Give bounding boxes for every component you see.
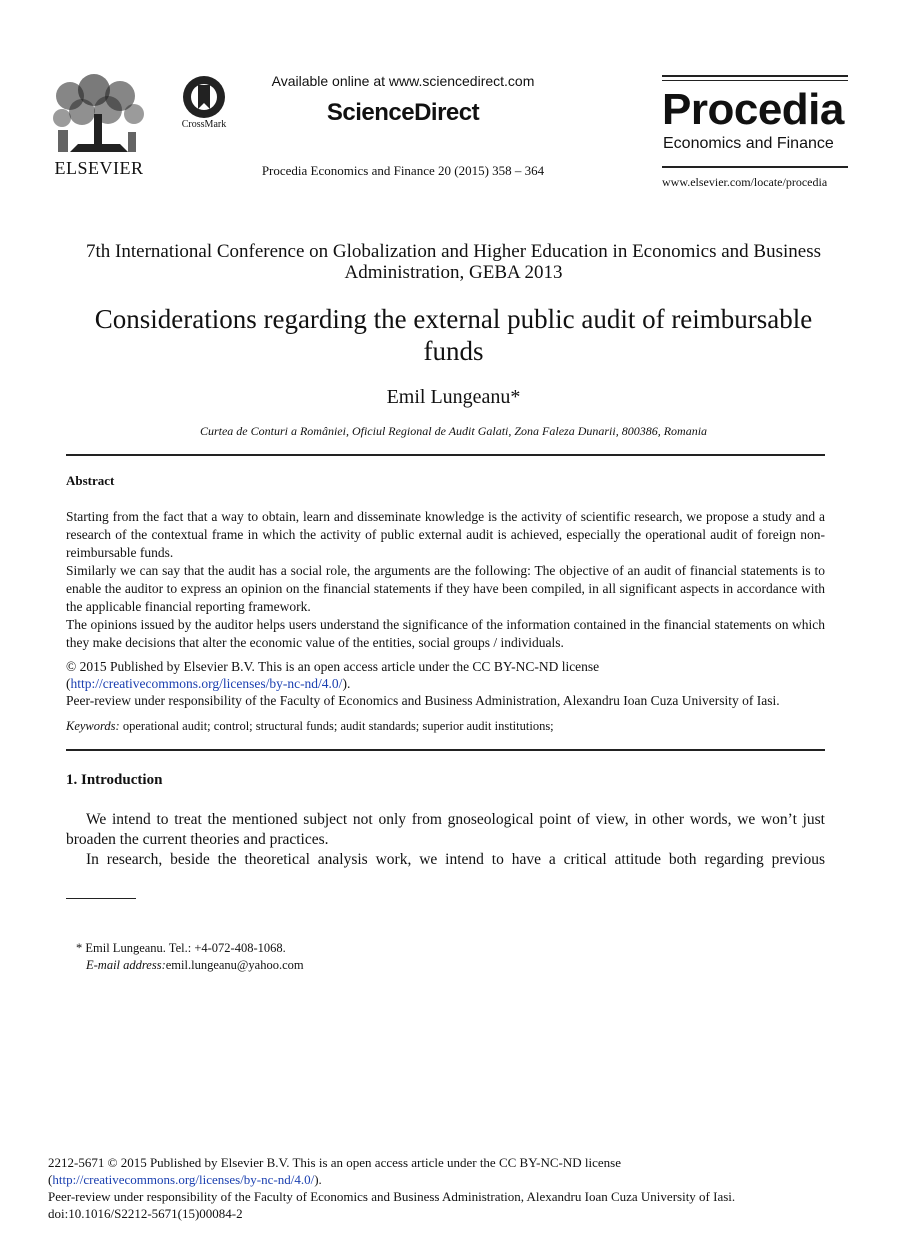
email-label: E-mail address: [86, 958, 166, 972]
peer-review-line: Peer-review under responsibility of the Faculty of Economics and Business Administration, Alexandru Ioan Cuza University of Iasi. [66, 693, 780, 708]
abstract-paragraph: The opinions issued by the auditor helps users understand the significance of the information contained in the financial statements on which they make decisions that alter the economic value of the entities, social groups / individuals. [66, 617, 825, 650]
author-affiliation: Curtea de Conturi a României, Oficiul Regional de Audit Galati, Zona Faleza Dunarii, 800386, Romania [199, 424, 708, 438]
footer-issn-line: 2212-5671 © 2015 Published by Elsevier B.V. This is an open access article under the CC BY-NC-ND license [48, 1155, 622, 1170]
procedia-top-rule-1 [662, 75, 848, 77]
elsevier-tree-icon [50, 74, 148, 158]
keywords-label: Keywords: [66, 719, 120, 733]
license-close: ). [342, 676, 351, 691]
footer-doi[interactable]: doi:10.1016/S2212-5671(15)00084-2 [48, 1206, 243, 1221]
crossmark-logo[interactable] [175, 75, 233, 133]
introduction-paragraph-2: In research, beside the theoretical analysis work, we intend to have a critical attitude both regarding previous [86, 851, 825, 868]
license-open: ( [66, 676, 71, 691]
footnote-rule [66, 898, 136, 899]
abstract-copyright [66, 658, 825, 709]
procedia-top-rule-2 [662, 80, 848, 81]
paper-title: Considerations regarding the external public audit of reimbursable funds [94, 304, 813, 366]
journal-citation: Procedia Economics and Finance 20 (2015) 358 – 364 [261, 163, 545, 178]
available-online[interactable]: Available online at www.sciencedirect.com [271, 73, 535, 89]
page-footer [48, 1154, 848, 1222]
procedia-bottom-rule [662, 166, 848, 168]
procedia-url[interactable]: www.elsevier.com/locate/procedia [662, 175, 828, 189]
abstract-heading: Abstract [66, 473, 115, 488]
elsevier-wordmark: ELSEVIER [54, 158, 144, 178]
footer-license-line [48, 1171, 848, 1188]
keywords-line [66, 719, 825, 734]
license-line [66, 675, 825, 692]
keywords-text: operational audit; control; structural funds; audit standards; superior audit institutions; [122, 719, 554, 733]
rule-above-abstract [66, 454, 825, 456]
footer-license-close: ). [314, 1172, 322, 1187]
rule-below-abstract [66, 749, 825, 751]
crossmark-icon [181, 75, 227, 119]
procedia-subtitle: Economics and Finance [663, 135, 834, 152]
introduction-paragraph-1: We intend to treat the mentioned subject not only from gnoseological point of view, in other words, we won’t just broaden the current theories and practices. [66, 811, 825, 848]
author-name: Emil Lungeanu* [386, 386, 521, 408]
license-link[interactable]: http://creativecommons.org/licenses/by-nc-nd/4.0/ [70, 676, 343, 691]
procedia-title: Procedia [662, 85, 844, 134]
footer-license-open: ( [48, 1172, 53, 1187]
footnote-contact: * Emil Lungeanu. Tel.: +4-072-408-1068. [76, 941, 286, 955]
abstract-body [66, 508, 825, 652]
crossmark-label: CrossMark [181, 119, 227, 130]
footer-peer-review: Peer-review under responsibility of the Faculty of Economics and Business Administration, Alexandru Ioan Cuza University of Iasi. [48, 1189, 736, 1204]
abstract-paragraph: Similarly we can say that the audit has a social role, the arguments are the following: The objective of an audit of financial statements is to enable the auditor to express an opinion on the financial statements if they have been compiled, in all significant aspects in accordance with the applicable financial reporting framework. [66, 563, 825, 614]
email-address[interactable]: emil.lungeanu@yahoo.com [165, 958, 304, 972]
abstract-paragraph: Starting from the fact that a way to obtain, learn and disseminate knowledge is the activity of scientific research, we propose a study and a research of the contextual frame in which the activity of public external audit is achieved, especially the operational audit of foreign non-reimbursable funds. [66, 509, 825, 560]
footnote [76, 940, 304, 974]
sciencedirect-logo[interactable]: ScienceDirect [326, 99, 480, 126]
copyright-line: © 2015 Published by Elsevier B.V. This is an open access article under the CC BY-NC-ND license [66, 659, 600, 674]
footnote-email-line [76, 957, 304, 974]
footer-license-link[interactable]: http://creativecommons.org/licenses/by-nc-nd/4.0/ [52, 1172, 315, 1187]
introduction-heading: 1. Introduction [66, 772, 163, 788]
conference-name: 7th International Conference on Globalization and Higher Education in Economics and Business Administration, GEBA 2013 [86, 241, 821, 283]
elsevier-logo [50, 74, 148, 178]
